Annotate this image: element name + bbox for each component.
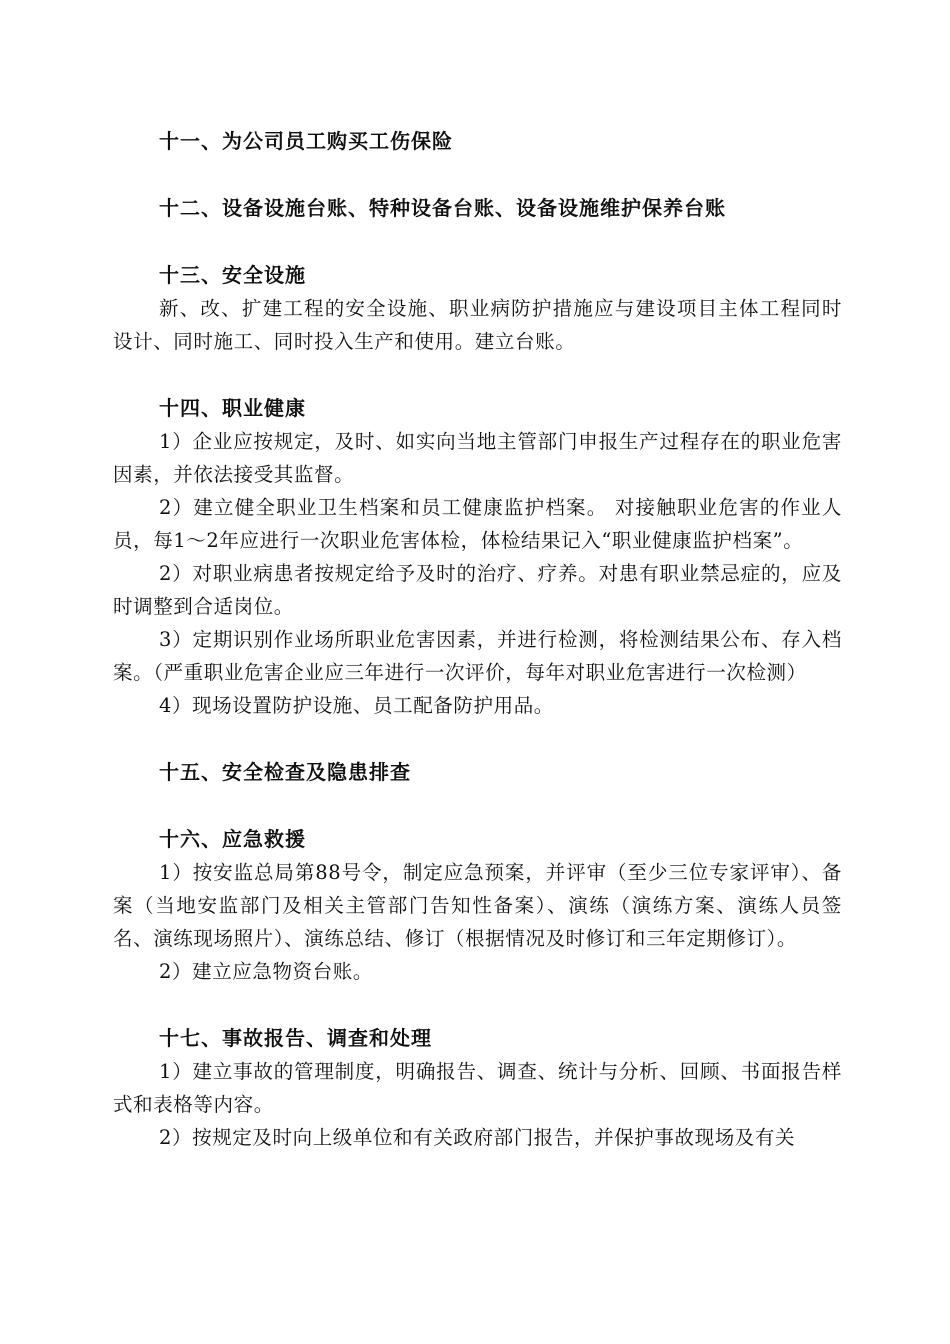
section-heading: 十五、安全检查及隐患排查	[159, 760, 411, 784]
paragraph: 新、改、扩建工程的安全设施、职业病防护措施应与建设项目主体工程同时设计、同时施工、同时投入生产和使用。建立台账。	[113, 297, 842, 353]
paragraph: 1）按安监总局第88号令，制定应急预案，并评审（至少三位专家评审）、备案（当地安监部门及相关主管部门告知性备案）、演练（演练方案、演练人员签名、演练现场照片）、演练总结、修订（根据情况及时修订和三年定期修订）。	[113, 861, 842, 950]
section-15	[113, 755, 842, 789]
section-heading: 十一、为公司员工购买工伤保险	[159, 129, 453, 153]
paragraph: 1）建立事故的管理制度，明确报告、调查、统计与分析、回顾、书面报告样式和表格等内容。	[113, 1060, 842, 1116]
section-heading: 十七、事故报告、调查和处理	[159, 1026, 432, 1050]
paragraph: 2）建立健全职业卫生档案和员工健康监护档案。 对接触职业危害的作业人员，每1～2年应进行一次职业危害体检，体检结果记入“职业健康监护档案”。	[113, 496, 842, 552]
paragraph: 2）建立应急物资台账。	[159, 960, 374, 983]
section-14	[113, 391, 842, 722]
section-heading: 十六、应急救援	[159, 827, 306, 851]
section-heading: 十二、设备设施台账、特种设备台账、设备设施维护保养台账	[159, 196, 726, 220]
section-13	[113, 258, 842, 358]
paragraph: 2）按规定及时向上级单位和有关政府部门报告，并保护事故现场及有关	[159, 1126, 796, 1149]
paragraph: 3）定期识别作业场所职业危害因素，并进行检测，将检测结果公布、存入档案。（严重职业危害企业应三年进行一次评价，每年对职业危害进行一次检测）	[113, 628, 842, 684]
section-16	[113, 822, 842, 988]
paragraph: 2）对职业病患者按规定给予及时的治疗、疗养。对患有职业禁忌症的，应及时调整到合适岗位。	[113, 562, 842, 618]
section-12	[113, 191, 842, 225]
section-heading: 十三、安全设施	[159, 263, 306, 287]
section-heading: 十四、职业健康	[159, 396, 306, 420]
section-11	[113, 124, 842, 158]
paragraph: 4）现场设置防护设施、员工配备防护用品。	[159, 694, 554, 717]
section-17	[113, 1021, 842, 1154]
paragraph: 1）企业应按规定，及时、如实向当地主管部门申报生产过程存在的职业危害因素，并依法接受其监督。	[113, 430, 842, 486]
